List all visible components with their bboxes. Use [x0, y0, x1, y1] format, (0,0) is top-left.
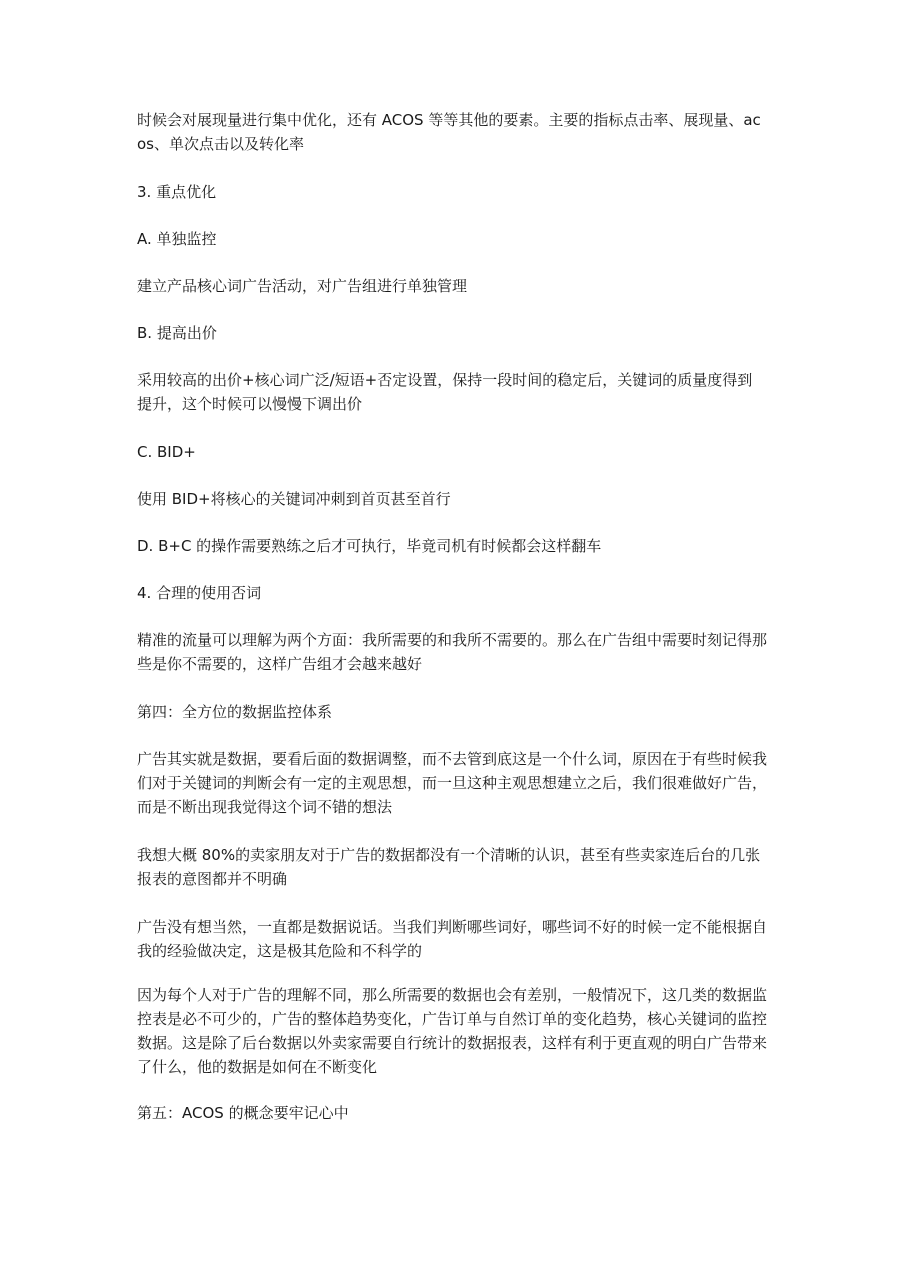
paragraph-core-keyword-campaign: 建立产品核心词广告活动，对广告组进行单独管理 [137, 277, 468, 295]
heading-bid-plus: C. BID+ [137, 443, 196, 461]
paragraph-b-plus-c-warning: D. B+C 的操作需要熟练之后才可执行，毕竟司机有时候都会这样翻车 [137, 537, 602, 555]
heading-data-monitoring-system: 第四：全方位的数据监控体系 [137, 703, 333, 721]
heading-separate-monitoring: A. 单独监控 [137, 230, 217, 248]
paragraph-sellers-awareness: 我想大概 80%的卖家朋友对于广告的数据都没有一个清晰的认识，甚至有些卖家连后台的几张报表的意图都并不明确 [137, 846, 761, 888]
paragraph-monitoring-tables: 因为每个人对于广告的理解不同，那么所需要的数据也会有差别，一般情况下，这几类的数据监控表是必不可少的，广告的整体趋势变化，广告订单与自然订单的变化趋势，核心关键词的监控数据。这是除了后台数据以外卖家需要自行统计的数据报表，这样有利于更直观的明白广告带来了什么，他的数据是如何在不断变化 [137, 986, 768, 1076]
paragraph-precise-traffic: 精准的流量可以理解为两个方面：我所需要的和我所不需要的。那么在广告组中需要时刻记得那些是你不需要的，这样广告组才会越来越好 [137, 631, 768, 673]
heading-acos-concept: 第五：ACOS 的概念要牢记心中 [137, 1104, 349, 1122]
paragraph-data-speaks: 广告没有想当然，一直都是数据说话。当我们判断哪些词好，哪些词不好的时候一定不能根据自我的经验做决定，这是极其危险和不科学的 [137, 918, 768, 960]
paragraph-ads-are-data: 广告其实就是数据，要看后面的数据调整，而不去管到底这是一个什么词，原因在于有些时候我们对于关键词的判断会有一定的主观思想，而一旦这种主观思想建立之后，我们很难做好广告，而是不断出现我觉得这个词不错的想法 [137, 750, 768, 816]
paragraph-ad-metrics: 时候会对展现量进行集中优化，还有 ACOS 等等其他的要素。主要的指标点击率、展现量、acos、单次点击以及转化率 [137, 111, 761, 153]
heading-negative-keywords: 4. 合理的使用否词 [137, 584, 262, 602]
heading-key-optimization: 3. 重点优化 [137, 183, 217, 201]
heading-raise-bid: B. 提高出价 [137, 324, 217, 342]
paragraph-bid-plus-usage: 使用 BID+将核心的关键词冲刺到首页甚至首行 [137, 490, 451, 508]
paragraph-higher-bid-strategy: 采用较高的出价+核心词广泛/短语+否定设置，保持一段时间的稳定后，关键词的质量度得到提升，这个时候可以慢慢下调出价 [137, 371, 753, 413]
